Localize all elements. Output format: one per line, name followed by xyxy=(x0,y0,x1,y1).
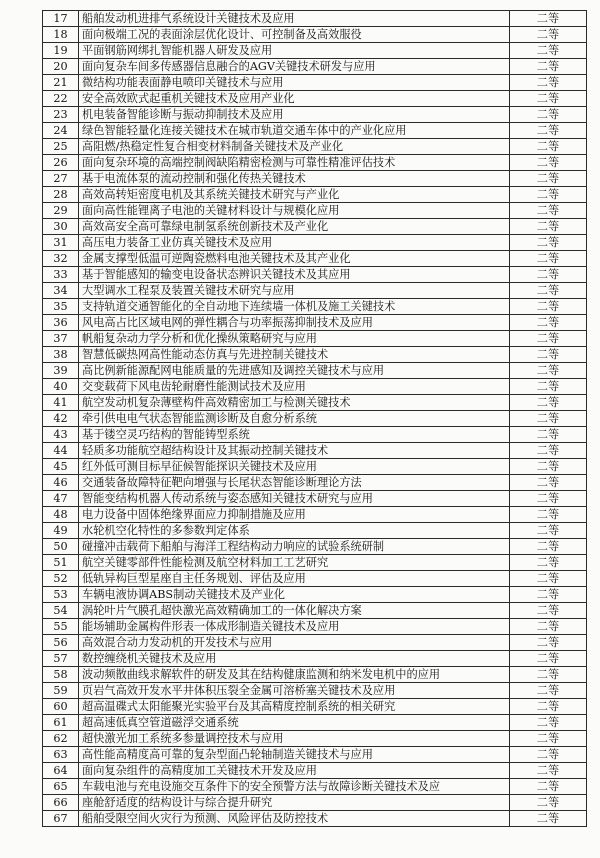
row-number: 58 xyxy=(43,667,79,683)
table-row xyxy=(43,347,587,363)
row-number: 52 xyxy=(43,571,79,587)
table-row xyxy=(43,779,587,795)
project-name: 超快激光加工系统多参量调控技术与应用 xyxy=(79,731,510,747)
award-grade: 二等 xyxy=(510,283,587,299)
table-row xyxy=(43,539,587,555)
row-number: 42 xyxy=(43,411,79,427)
award-grade: 二等 xyxy=(510,411,587,427)
table-row xyxy=(43,555,587,571)
row-number: 28 xyxy=(43,187,79,203)
row-number: 57 xyxy=(43,651,79,667)
award-grade: 二等 xyxy=(510,571,587,587)
project-name: 碰撞冲击载荷下船舶与海洋工程结构动力响应的试验系统研制 xyxy=(79,539,510,555)
table-row xyxy=(43,715,587,731)
project-name: 涡轮叶片气膜孔超快激光高效精确加工的一体化解决方案 xyxy=(79,603,510,619)
row-number: 33 xyxy=(43,267,79,283)
table-row xyxy=(43,427,587,443)
project-name: 基于智能感知的输变电设备状态辨识关键技术及其应用 xyxy=(79,267,510,283)
row-number: 43 xyxy=(43,427,79,443)
table-row xyxy=(43,235,587,251)
row-number: 41 xyxy=(43,395,79,411)
project-name: 航空发动机复杂薄壁构件高效精密加工与检测关键技术 xyxy=(79,395,510,411)
project-name: 低轨异构巨型星座自主任务规划、评估及应用 xyxy=(79,571,510,587)
table-row xyxy=(43,283,587,299)
table-row xyxy=(43,123,587,139)
row-number: 60 xyxy=(43,699,79,715)
row-number: 65 xyxy=(43,779,79,795)
project-name: 高效高安全高可靠绿电制氢系统创新技术及产业化 xyxy=(79,219,510,235)
project-name: 波动频散曲线求解软件的研发及其在结构健康监测和纳米发电机中的应用 xyxy=(79,667,510,683)
row-number: 44 xyxy=(43,443,79,459)
project-name: 帆船复杂动力学分析和优化操纵策略研究与应用 xyxy=(79,331,510,347)
project-name: 交通装备故障特征靶向增强与长尾状态智能诊断理论方法 xyxy=(79,475,510,491)
row-number: 17 xyxy=(43,11,79,27)
row-number: 36 xyxy=(43,315,79,331)
row-number: 35 xyxy=(43,299,79,315)
award-grade: 二等 xyxy=(510,523,587,539)
row-number: 47 xyxy=(43,491,79,507)
row-number: 63 xyxy=(43,747,79,763)
award-grade: 二等 xyxy=(510,379,587,395)
award-grade: 二等 xyxy=(510,507,587,523)
project-name: 车辆电液协调ABS制动关键技术及产业化 xyxy=(79,587,510,603)
table-row xyxy=(43,187,587,203)
project-name: 高比例新能源配网电能质量的先进感知及调控关键技术与应用 xyxy=(79,363,510,379)
project-name: 高性能高精度高可靠的复杂型面凸轮轴制造关键技术与应用 xyxy=(79,747,510,763)
table-row xyxy=(43,107,587,123)
row-number: 49 xyxy=(43,523,79,539)
row-number: 21 xyxy=(43,75,79,91)
row-number: 45 xyxy=(43,459,79,475)
row-number: 40 xyxy=(43,379,79,395)
row-number: 25 xyxy=(43,139,79,155)
project-name: 页岩气高效开发水平井体积压裂全金属可溶桥塞关键技术及应用 xyxy=(79,683,510,699)
table-row xyxy=(43,75,587,91)
table-row xyxy=(43,763,587,779)
project-name: 面向复杂组件的高精度加工关键技术开发及应用 xyxy=(79,763,510,779)
award-grade: 二等 xyxy=(510,91,587,107)
award-grade: 二等 xyxy=(510,459,587,475)
table-row xyxy=(43,683,587,699)
row-number: 46 xyxy=(43,475,79,491)
award-grade: 二等 xyxy=(510,347,587,363)
project-name: 支持轨道交通智能化的全自动地下连续墙一体机及施工关键技术 xyxy=(79,299,510,315)
award-grade: 二等 xyxy=(510,427,587,443)
table-row xyxy=(43,587,587,603)
table-row xyxy=(43,571,587,587)
award-grade: 二等 xyxy=(510,171,587,187)
award-grade: 二等 xyxy=(510,11,587,27)
award-grade: 二等 xyxy=(510,267,587,283)
project-name: 能场辅助金属构件形表一体成形制造关键技术及应用 xyxy=(79,619,510,635)
project-name: 数控缠绕机关键技术及应用 xyxy=(79,651,510,667)
table-row xyxy=(43,299,587,315)
award-grade: 二等 xyxy=(510,779,587,795)
table-row xyxy=(43,59,587,75)
project-name: 安全高效欧式起重机关键技术及应用产业化 xyxy=(79,91,510,107)
project-name: 绿色智能轻量化连接关键技术在城市轨道交通车体中的产业化应用 xyxy=(79,123,510,139)
row-number: 56 xyxy=(43,635,79,651)
project-name: 牵引供电电气状态智能监测诊断及自愈分析系统 xyxy=(79,411,510,427)
row-number: 64 xyxy=(43,763,79,779)
project-name: 基于镂空灵巧结构的智能铸型系统 xyxy=(79,427,510,443)
table-row xyxy=(43,27,587,43)
award-grade: 二等 xyxy=(510,43,587,59)
project-name: 水轮机空化特性的多参数判定体系 xyxy=(79,523,510,539)
row-number: 34 xyxy=(43,283,79,299)
project-name: 微结构功能表面静电喷印关键技术与应用 xyxy=(79,75,510,91)
project-name: 船舶受限空间火灾行为预测、风险评估及防控技术 xyxy=(79,811,510,827)
table-row xyxy=(43,331,587,347)
table-row xyxy=(43,667,587,683)
table-row xyxy=(43,443,587,459)
table-row xyxy=(43,811,587,827)
row-number: 39 xyxy=(43,363,79,379)
table-row xyxy=(43,171,587,187)
project-name: 金属支撑型低温可逆陶瓷燃料电池关键技术及其产业化 xyxy=(79,251,510,267)
project-name: 面向复杂车间多传感器信息融合的AGV关键技术研发与应用 xyxy=(79,59,510,75)
row-number: 24 xyxy=(43,123,79,139)
project-name: 机电装备智能诊断与振动抑制技术及应用 xyxy=(79,107,510,123)
project-name: 风电高占比区域电网的弹性耦合与功率振荡抑制技术及应用 xyxy=(79,315,510,331)
award-grade: 二等 xyxy=(510,539,587,555)
project-name: 大型调水工程泵及装置关键技术研究与应用 xyxy=(79,283,510,299)
table-row xyxy=(43,475,587,491)
project-name: 红外低可测目标早征候智能探识关键技术及应用 xyxy=(79,459,510,475)
project-name: 超高速低真空管道磁浮交通系统 xyxy=(79,715,510,731)
table-row xyxy=(43,651,587,667)
row-number: 22 xyxy=(43,91,79,107)
row-number: 67 xyxy=(43,811,79,827)
award-grade: 二等 xyxy=(510,491,587,507)
project-name: 座舱舒适度的结构设计与综合提升研究 xyxy=(79,795,510,811)
award-grade: 二等 xyxy=(510,731,587,747)
award-grade: 二等 xyxy=(510,75,587,91)
project-name: 智慧低碳热网高性能动态仿真与先进控制关键技术 xyxy=(79,347,510,363)
row-number: 31 xyxy=(43,235,79,251)
row-number: 26 xyxy=(43,155,79,171)
award-grade: 二等 xyxy=(510,219,587,235)
table-row xyxy=(43,507,587,523)
award-grade: 二等 xyxy=(510,27,587,43)
project-name: 高效高转矩密度电机及其系统关键技术研究与产业化 xyxy=(79,187,510,203)
table-row xyxy=(43,411,587,427)
award-grade: 二等 xyxy=(510,699,587,715)
row-number: 66 xyxy=(43,795,79,811)
project-name: 船舶发动机进排气系统设计关键技术及应用 xyxy=(79,11,510,27)
row-number: 38 xyxy=(43,347,79,363)
table-row xyxy=(43,747,587,763)
row-number: 51 xyxy=(43,555,79,571)
table-row xyxy=(43,699,587,715)
table-row xyxy=(43,315,587,331)
table-row xyxy=(43,795,587,811)
award-grade: 二等 xyxy=(510,555,587,571)
award-grade: 二等 xyxy=(510,443,587,459)
row-number: 37 xyxy=(43,331,79,347)
row-number: 18 xyxy=(43,27,79,43)
award-grade: 二等 xyxy=(510,123,587,139)
table-row xyxy=(43,43,587,59)
project-name: 基于电流体泵的流动控制和强化传热关键技术 xyxy=(79,171,510,187)
table-row xyxy=(43,731,587,747)
table-row xyxy=(43,267,587,283)
project-name: 交变载荷下风电齿轮耐磨性能测试技术及应用 xyxy=(79,379,510,395)
award-grade: 二等 xyxy=(510,475,587,491)
award-grade: 二等 xyxy=(510,683,587,699)
table-row xyxy=(43,603,587,619)
award-grade: 二等 xyxy=(510,315,587,331)
award-grade: 二等 xyxy=(510,331,587,347)
award-grade: 二等 xyxy=(510,363,587,379)
project-name: 超高温碟式太阳能聚光实验平台及其高精度控制系统的相关研究 xyxy=(79,699,510,715)
award-grade: 二等 xyxy=(510,635,587,651)
table-row xyxy=(43,251,587,267)
project-name: 智能变结构机器人传动系统与姿态感知关键技术研究与应用 xyxy=(79,491,510,507)
award-grade: 二等 xyxy=(510,251,587,267)
table-row xyxy=(43,459,587,475)
table-row xyxy=(43,155,587,171)
table-row xyxy=(43,139,587,155)
row-number: 59 xyxy=(43,683,79,699)
project-name: 面向高性能锂离子电池的关键材料设计与规模化应用 xyxy=(79,203,510,219)
table-row xyxy=(43,219,587,235)
award-table-body xyxy=(43,11,587,827)
project-name: 高效混合动力发动机的开发技术与应用 xyxy=(79,635,510,651)
project-name: 面向复杂环境的高端控制阀缺陷精密检测与可靠性精准评估技术 xyxy=(79,155,510,171)
row-number: 29 xyxy=(43,203,79,219)
row-number: 27 xyxy=(43,171,79,187)
table-row xyxy=(43,523,587,539)
row-number: 48 xyxy=(43,507,79,523)
award-grade: 二等 xyxy=(510,235,587,251)
award-grade: 二等 xyxy=(510,587,587,603)
project-name: 平面钢筋网绑扎智能机器人研发及应用 xyxy=(79,43,510,59)
project-name: 电力设备中固体绝缘界面应力抑制措施及应用 xyxy=(79,507,510,523)
table-row xyxy=(43,619,587,635)
row-number: 53 xyxy=(43,587,79,603)
row-number: 55 xyxy=(43,619,79,635)
award-list-table xyxy=(42,10,587,827)
row-number: 62 xyxy=(43,731,79,747)
award-grade: 二等 xyxy=(510,667,587,683)
award-grade: 二等 xyxy=(510,651,587,667)
award-grade: 二等 xyxy=(510,619,587,635)
table-row xyxy=(43,363,587,379)
table-row xyxy=(43,91,587,107)
award-grade: 二等 xyxy=(510,59,587,75)
award-grade: 二等 xyxy=(510,795,587,811)
table-row xyxy=(43,11,587,27)
award-grade: 二等 xyxy=(510,107,587,123)
row-number: 54 xyxy=(43,603,79,619)
row-number: 32 xyxy=(43,251,79,267)
table-row xyxy=(43,203,587,219)
row-number: 23 xyxy=(43,107,79,123)
award-grade: 二等 xyxy=(510,811,587,827)
project-name: 车载电池与充电设施交互条件下的安全预警方法与故障诊断关键技术及应 xyxy=(79,779,510,795)
award-grade: 二等 xyxy=(510,603,587,619)
award-grade: 二等 xyxy=(510,747,587,763)
award-grade: 二等 xyxy=(510,139,587,155)
project-name: 航空关键零部件性能检测及航空材料加工工艺研究 xyxy=(79,555,510,571)
award-grade: 二等 xyxy=(510,395,587,411)
table-row xyxy=(43,379,587,395)
award-grade: 二等 xyxy=(510,299,587,315)
award-grade: 二等 xyxy=(510,155,587,171)
row-number: 61 xyxy=(43,715,79,731)
row-number: 30 xyxy=(43,219,79,235)
project-name: 高阻燃/热稳定性复合相变材料制备关键技术及产业化 xyxy=(79,139,510,155)
award-grade: 二等 xyxy=(510,763,587,779)
award-grade: 二等 xyxy=(510,187,587,203)
award-grade: 二等 xyxy=(510,203,587,219)
project-name: 面向极端工况的表面涂层优化设计、可控制备及高效服役 xyxy=(79,27,510,43)
row-number: 50 xyxy=(43,539,79,555)
table-row xyxy=(43,635,587,651)
table-row xyxy=(43,491,587,507)
row-number: 20 xyxy=(43,59,79,75)
project-name: 轻质多功能航空超结构设计及其振动控制关键技术 xyxy=(79,443,510,459)
project-name: 高压电力装备工业仿真关键技术及应用 xyxy=(79,235,510,251)
table-row xyxy=(43,395,587,411)
award-grade: 二等 xyxy=(510,715,587,731)
row-number: 19 xyxy=(43,43,79,59)
